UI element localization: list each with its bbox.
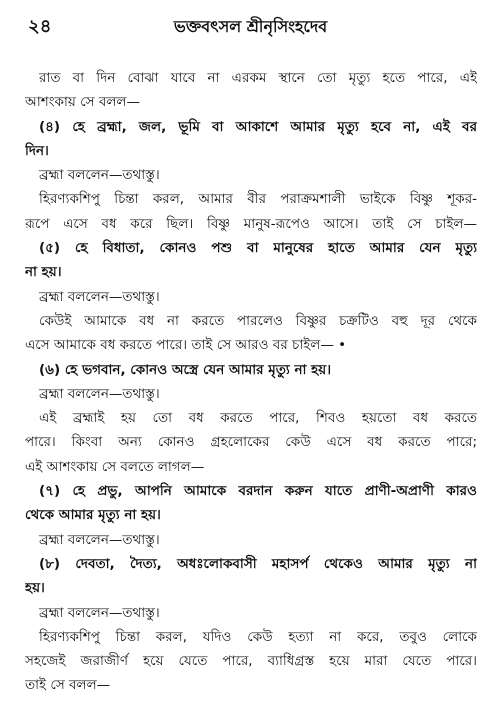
text-line: রাত বা দিন বোঝা যাবে না এরকম স্থানে তো মৃত্যু হতে পারে, এই bbox=[39, 70, 477, 86]
text-line: এই ব্রহ্মাই হয় তো বধ করতে পারে, শিবও হয়তো বধ করতে bbox=[39, 410, 477, 427]
text-line: কেউই আমাকে বধ না করতে পারলেও বিষ্ণুর চক্রটিও বহু দূর থেকে bbox=[39, 312, 477, 329]
text-line: এসে আমাকে বধ করতে পারে। তাই সে আরও বর চাইল— • bbox=[25, 337, 347, 354]
text-line: পারে। কিংবা অন্য কোনও গ্রহলোকের কেউ এসে বধ করতে পারে; bbox=[25, 434, 477, 451]
text-line: তাই সে বলল— bbox=[25, 677, 111, 694]
text-line: হিরণ্যকশিপু চিন্তা করল, যদিও কেউ হত্যা না করে, তবুও লোকে bbox=[39, 628, 477, 645]
text-line: (৫) হে বিধাতা, কোনও পশু বা মানুষের হাতে আমার যেন মৃত্যু bbox=[39, 240, 477, 257]
text-line: না হয়। bbox=[25, 264, 62, 281]
text-line: দিন। bbox=[25, 142, 49, 159]
text-line: ব্রহ্মা বললেন—তথাস্তু। bbox=[39, 385, 160, 402]
text-line: (৭) হে প্রভু, আপনি আমাকে বরদান করুন যাতে প্রাণী-অপ্রাণী কারও bbox=[39, 483, 477, 500]
running-title: ভক্তবৎসল শ্রীনৃসিংহদেব bbox=[173, 17, 328, 36]
text-line: রূপে এসে বধ করে ছিল। বিষ্ণু মানুষ-রূপেও আসে। তাই সে চাইল— bbox=[25, 215, 477, 232]
text-line: (৬) হে ভগবান, কোনও অস্ত্রে যেন আমার মৃত্যু না হয়। bbox=[39, 361, 332, 378]
text-line: সহজেই জরাজীর্ণ হয়ে যেতে পারে, ব্যাধিগ্রস্ত হয়ে মারা যেতে পারে। bbox=[25, 653, 477, 670]
text-line: এই আশংকায় সে বলতে লাগল— bbox=[25, 458, 205, 475]
page-number: ২৪ bbox=[28, 16, 52, 37]
text-line: ব্রহ্মা বললেন—তথাস্তু। bbox=[39, 167, 160, 184]
text-line: ব্রহ্মা বললেন—তথাস্তু। bbox=[39, 531, 160, 548]
body-text bbox=[25, 66, 477, 698]
text-line: থেকে আমার মৃত্যু না হয়। bbox=[25, 507, 161, 524]
text-line: ব্রহ্মা বললেন—তথাস্তু। bbox=[39, 288, 160, 305]
text-line: (৮) দেবতা, দৈত্য, অধঃলোকবাসী মহাসর্প থেকেও আমার মৃত্যু না bbox=[39, 555, 477, 572]
text-line: (৪) হে ব্রহ্মা, জল, ভূমি বা আকাশে আমার মৃত্যু হবে না, এই বর bbox=[39, 118, 477, 135]
text-line: ব্রহ্মা বললেন—তথাস্তু। bbox=[39, 604, 160, 621]
text-line: হিরণ্যকশিপু চিন্তা করল, আমার বীর পরাক্রমশালী ভাইকে বিষ্ণু শূকর- bbox=[39, 191, 477, 208]
text-line: আশংকায় সে বলল— bbox=[25, 94, 140, 111]
page-header bbox=[0, 0, 501, 50]
text-line: হয়। bbox=[25, 580, 45, 597]
